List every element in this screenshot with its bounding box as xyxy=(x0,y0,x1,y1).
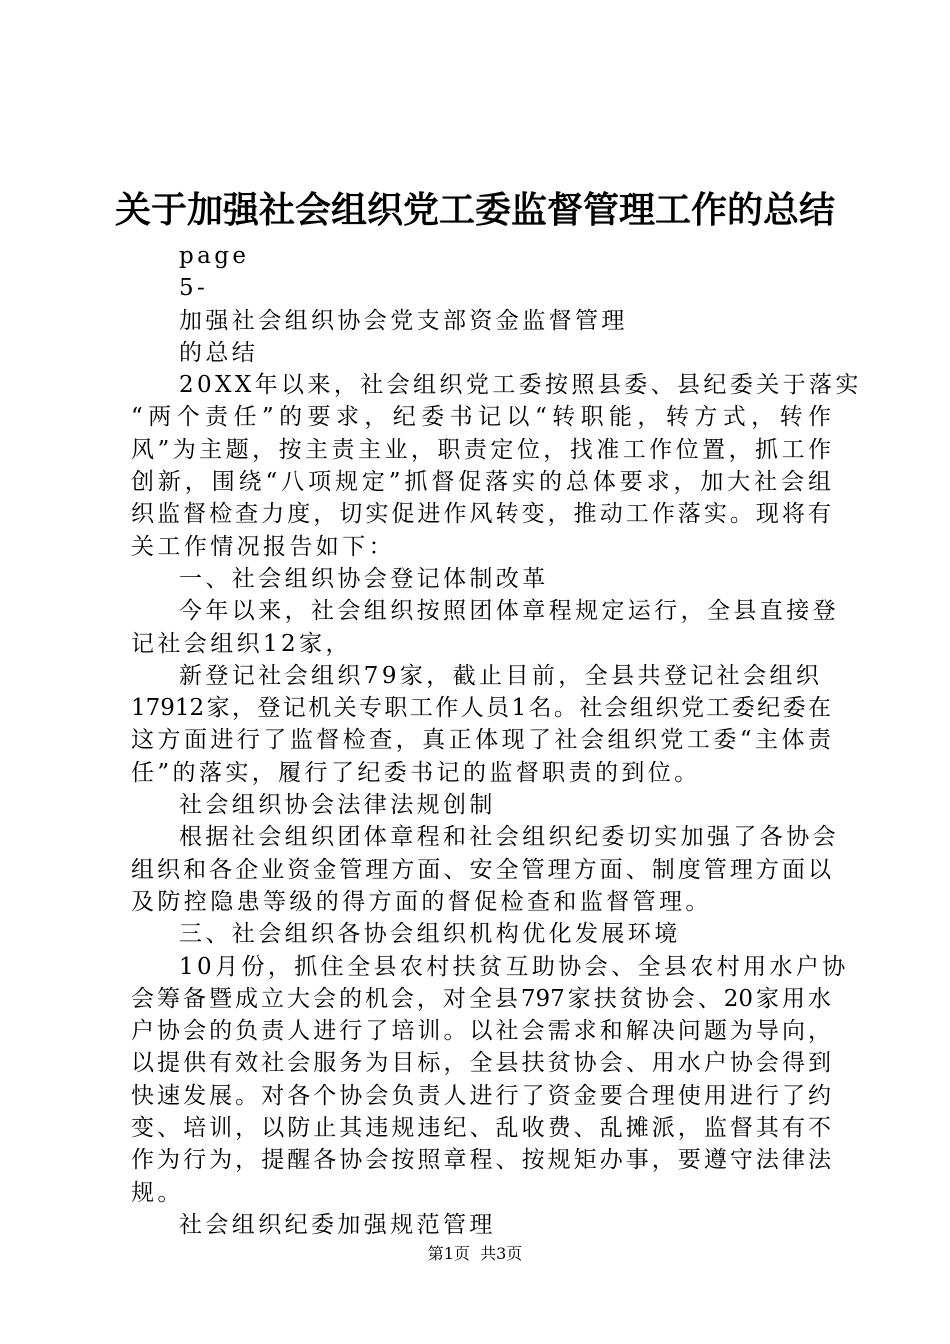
paragraph-line: 及防控隐患等级的得方面的督促检查和监督管理。 xyxy=(131,888,712,915)
text-line: page xyxy=(179,243,250,269)
paragraph-line: 户协会的负责人进行了培训。以社会需求和解决问题为导向， xyxy=(131,1018,831,1045)
page-footer: 第1页 共3页 xyxy=(427,1244,523,1263)
paragraph-line: 今年以来，社会组织按照团体章程规定运行，全县直接登 xyxy=(179,598,839,625)
paragraph-line: 规。 xyxy=(131,1179,184,1206)
document-body xyxy=(131,240,862,1241)
paragraph-line: 组织和各企业资金管理方面、安全管理方面、制度管理方面以 xyxy=(131,856,831,883)
section-heading: 社会组织协会法律法规创制 xyxy=(179,792,496,819)
text-line: 加强社会组织协会党支部资金监督管理 xyxy=(179,307,628,334)
paragraph-line: 这方面进行了监督检查，真正体现了社会组织党工委“主体责 xyxy=(131,727,831,754)
paragraph-line: 10月份，抓住全县农村扶贫互助协会、全县农村用水户协 xyxy=(179,953,849,980)
paragraph-line: 任”的落实，履行了纪委书记的监督职责的到位。 xyxy=(131,759,701,786)
paragraph-line: 作为行为，提醒各协会按照章程、按规矩办事，要遵守法律法 xyxy=(131,1147,831,1174)
text-line: 的总结 xyxy=(179,339,259,366)
paragraph-line: 新登记社会组织79家，截止目前，全县共登记社会组织 xyxy=(179,662,823,689)
paragraph-line: 记社会组织12家， xyxy=(131,630,352,657)
section-heading: 社会组织纪委加强规范管理 xyxy=(179,1211,496,1238)
paragraph-line: 17912家，登记机关专职工作人员1名。社会组织党工委纪委在 xyxy=(131,695,831,722)
section-heading: 一、社会组织协会登记体制改革 xyxy=(179,565,549,592)
paragraph-line: 以提供有效社会服务为目标，全县扶贫协会、用水户协会得到 xyxy=(131,1050,831,1077)
paragraph-line: 织监督检查力度，切实促进作风转变，推动工作落实。现将有 xyxy=(131,501,831,528)
paragraph-line: 变、培训，以防止其违规违纪、乱收费、乱摊派，监督其有不 xyxy=(131,1115,831,1142)
paragraph-line: 快速发展。对各个协会负责人进行了资金要合理使用进行了约 xyxy=(131,1082,831,1109)
document-title: 关于加强社会组织党工委监督管理工作的总结 xyxy=(114,189,835,231)
paragraph-line: 关工作情况报告如下： xyxy=(131,533,395,560)
paragraph-line: 风”为主题，按主责主业，职责定位，找准工作位置，抓工作 xyxy=(131,436,831,463)
text-line: 5- xyxy=(179,275,209,302)
paragraph-line: 会筹备暨成立大会的机会，对全县797家扶贫协会、20家用水 xyxy=(131,985,831,1012)
section-heading: 三、社会组织各协会组织机构优化发展环境 xyxy=(179,921,681,948)
paragraph-line: 20XX年以来，社会组织党工委按照县委、县纪委关于落实 xyxy=(179,372,862,399)
paragraph-line: “两个责任”的要求，纪委书记以“转职能，转方式，转作 xyxy=(131,404,831,431)
paragraph-line: 创新，围绕“八项规定”抓督促落实的总体要求，加大社会组 xyxy=(131,469,831,496)
paragraph-line: 根据社会组织团体章程和社会组织纪委切实加强了各协会 xyxy=(179,824,839,851)
